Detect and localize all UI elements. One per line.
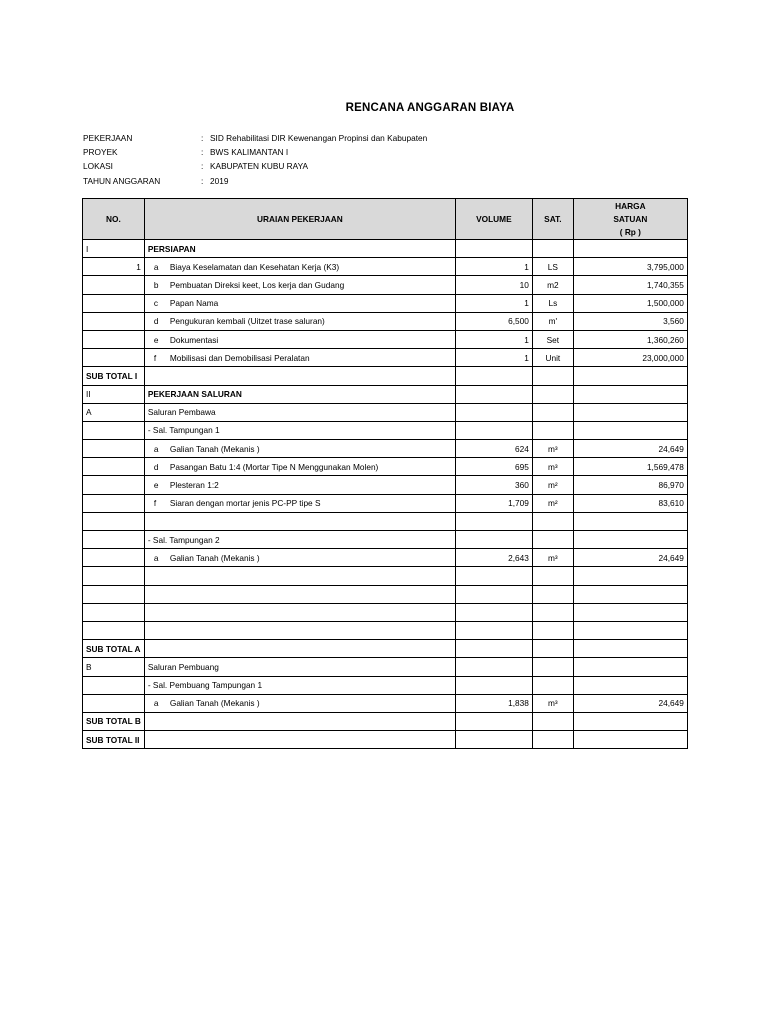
table-row <box>83 403 688 421</box>
cell-uraian <box>144 712 455 730</box>
cell-harga <box>573 512 687 530</box>
item-text: Galian Tanah (Mekanis ) <box>169 443 260 454</box>
cell-harga <box>573 567 687 585</box>
project-info <box>83 131 427 188</box>
header-volume: VOLUME <box>455 199 532 240</box>
item-letter: a <box>153 552 159 563</box>
cell-volume: 1 <box>455 294 532 312</box>
table-row <box>83 258 688 276</box>
table-row <box>83 276 688 294</box>
subtotal-label: SUB TOTAL II <box>83 731 145 749</box>
item-letter: a <box>153 443 159 454</box>
item-letter: d <box>153 461 159 472</box>
item-text: Pasangan Batu 1:4 (Mortar Tipe N Menggunakan Molen) <box>169 461 379 472</box>
cell-volume <box>455 676 532 694</box>
cell-harga: 86,970 <box>573 476 687 494</box>
cell-volume <box>455 585 532 603</box>
cell-harga: 1,569,478 <box>573 458 687 476</box>
header-no: NO. <box>83 199 145 240</box>
cell-no <box>83 276 145 294</box>
subtotal-label: SUB TOTAL B <box>83 712 145 730</box>
cell-volume <box>455 403 532 421</box>
table-row <box>83 421 688 439</box>
cell-harga <box>573 403 687 421</box>
cell-sat <box>532 567 573 585</box>
item-text: Galian Tanah (Mekanis ) <box>169 552 260 563</box>
item-text: Mobilisasi dan Demobilisasi Peralatan <box>169 352 310 363</box>
item-letter: b <box>153 279 159 290</box>
empty-row <box>83 512 688 530</box>
cell-volume: 10 <box>455 276 532 294</box>
cell-uraian: Saluran Pembuang <box>144 658 455 676</box>
info-label: PEKERJAAN <box>83 133 133 144</box>
item-letter: e <box>153 334 159 345</box>
cell-uraian <box>144 549 455 567</box>
cell-volume <box>455 712 532 730</box>
cell-sat: LS <box>532 258 573 276</box>
cell-no <box>83 440 145 458</box>
cell-harga <box>573 367 687 385</box>
subtotal-label: SUB TOTAL A <box>83 640 145 658</box>
cell-uraian <box>144 476 455 494</box>
cell-uraian <box>144 258 455 276</box>
table-row <box>83 440 688 458</box>
table-row <box>83 312 688 330</box>
cell-sat: Unit <box>532 349 573 367</box>
table-row <box>83 658 688 676</box>
cell-uraian <box>144 458 455 476</box>
cell-harga <box>573 240 687 258</box>
budget-table <box>82 198 688 749</box>
cell-no <box>83 567 145 585</box>
cell-sat: Ls <box>532 294 573 312</box>
cell-sat <box>532 585 573 603</box>
cell-volume: 360 <box>455 476 532 494</box>
cell-no <box>83 531 145 549</box>
cell-sat <box>532 367 573 385</box>
header-harga-line: ( Rp ) <box>619 226 641 237</box>
info-value: KABUPATEN KUBU RAYA <box>210 161 309 172</box>
cell-harga <box>573 621 687 639</box>
empty-row <box>83 567 688 585</box>
cell-volume <box>455 658 532 676</box>
cell-uraian <box>144 494 455 512</box>
item-text: Pengukuran kembali (Uitzet trase saluran) <box>169 316 325 327</box>
cell-uraian: - Sal. Tampungan 1 <box>144 421 455 439</box>
cell-no <box>83 294 145 312</box>
cell-volume <box>455 512 532 530</box>
table-row <box>83 694 688 712</box>
cell-uraian <box>144 312 455 330</box>
cell-volume: 1 <box>455 349 532 367</box>
cell-harga: 3,795,000 <box>573 258 687 276</box>
item-text: Galian Tanah (Mekanis ) <box>169 698 260 709</box>
item-letter: a <box>153 698 159 709</box>
cell-harga <box>573 676 687 694</box>
cell-uraian <box>144 330 455 348</box>
cell-harga <box>573 421 687 439</box>
cell-no <box>83 676 145 694</box>
item-text: Plesteran 1:2 <box>169 480 219 491</box>
cell-sat <box>532 603 573 621</box>
cell-uraian <box>144 694 455 712</box>
info-label: PROYEK <box>83 147 118 158</box>
cell-harga <box>573 731 687 749</box>
header-harga-line: HARGA <box>615 200 646 211</box>
table-row <box>83 330 688 348</box>
info-colon: : <box>201 175 204 186</box>
cell-volume: 695 <box>455 458 532 476</box>
cell-uraian <box>144 276 455 294</box>
cell-volume: 1,709 <box>455 494 532 512</box>
item-text: Papan Nama <box>169 298 219 309</box>
cell-harga: 1,360,260 <box>573 330 687 348</box>
header-harga-line: SATUAN <box>613 213 648 224</box>
cell-sat: m2 <box>532 276 573 294</box>
cell-sat <box>532 731 573 749</box>
cell-harga <box>573 712 687 730</box>
cell-sat <box>532 621 573 639</box>
cell-harga <box>573 385 687 403</box>
cell-uraian: PERSIAPAN <box>144 240 455 258</box>
cell-no <box>83 694 145 712</box>
cell-sat: m² <box>532 494 573 512</box>
cell-uraian <box>144 603 455 621</box>
table-row <box>83 531 688 549</box>
info-colon: : <box>201 147 204 158</box>
subtotal-row <box>83 367 688 385</box>
table-row <box>83 385 688 403</box>
info-row-lokasi <box>83 159 427 173</box>
cell-sat <box>532 640 573 658</box>
table-row <box>83 240 688 258</box>
cell-volume <box>455 603 532 621</box>
cell-uraian <box>144 440 455 458</box>
cell-sat <box>532 676 573 694</box>
cell-no <box>83 585 145 603</box>
cell-volume <box>455 421 532 439</box>
table-row <box>83 494 688 512</box>
cell-sat: m' <box>532 312 573 330</box>
item-letter: c <box>153 298 159 309</box>
empty-row <box>83 603 688 621</box>
cell-harga: 83,610 <box>573 494 687 512</box>
info-label: TAHUN ANGGARAN <box>83 175 161 186</box>
cell-volume <box>455 567 532 585</box>
header-sat: SAT. <box>532 199 573 240</box>
cell-sat: m² <box>532 476 573 494</box>
cell-no: I <box>83 240 145 258</box>
table-row <box>83 676 688 694</box>
info-row-pekerjaan <box>83 131 427 145</box>
cell-harga: 1,500,000 <box>573 294 687 312</box>
cell-volume: 624 <box>455 440 532 458</box>
item-letter: d <box>153 316 159 327</box>
header-uraian: URAIAN PEKERJAAN <box>144 199 455 240</box>
cell-sat: m³ <box>532 458 573 476</box>
cell-no <box>83 494 145 512</box>
cell-harga <box>573 640 687 658</box>
empty-row <box>83 585 688 603</box>
cell-no <box>83 458 145 476</box>
subtotal-label: SUB TOTAL I <box>83 367 145 385</box>
cell-harga: 1,740,355 <box>573 276 687 294</box>
item-letter: a <box>153 261 159 272</box>
cell-volume <box>455 240 532 258</box>
table-row <box>83 294 688 312</box>
cell-no: A <box>83 403 145 421</box>
table-header-row <box>83 199 688 240</box>
cell-sat <box>532 658 573 676</box>
cell-volume <box>455 385 532 403</box>
cell-harga: 3,560 <box>573 312 687 330</box>
subtotal-row <box>83 731 688 749</box>
info-colon: : <box>201 133 204 144</box>
cell-no: II <box>83 385 145 403</box>
info-value: 2019 <box>210 175 229 186</box>
table-row <box>83 458 688 476</box>
item-text: Dokumentasi <box>169 334 219 345</box>
table-row <box>83 349 688 367</box>
cell-sat: m³ <box>532 549 573 567</box>
item-letter: f <box>153 352 157 363</box>
cell-no <box>83 349 145 367</box>
page-title: RENCANA ANGGARAN BIAYA <box>345 102 515 114</box>
cell-no: B <box>83 658 145 676</box>
cell-uraian <box>144 294 455 312</box>
cell-no <box>83 421 145 439</box>
cell-sat <box>532 403 573 421</box>
cell-no <box>83 603 145 621</box>
cell-no <box>83 621 145 639</box>
cell-uraian: Saluran Pembawa <box>144 403 455 421</box>
cell-volume <box>455 640 532 658</box>
item-letter: e <box>153 480 159 491</box>
item-text: Siaran dengan mortar jenis PC-PP tipe S <box>169 498 321 509</box>
cell-harga: 24,649 <box>573 549 687 567</box>
cell-no <box>83 476 145 494</box>
cell-no <box>83 330 145 348</box>
cell-uraian <box>144 512 455 530</box>
cell-volume: 1 <box>455 330 532 348</box>
cell-uraian: PEKERJAAN SALURAN <box>144 385 455 403</box>
cell-volume: 1,838 <box>455 694 532 712</box>
cell-uraian: - Sal. Pembuang Tampungan 1 <box>144 676 455 694</box>
cell-sat <box>532 712 573 730</box>
empty-row <box>83 621 688 639</box>
cell-volume: 2,643 <box>455 549 532 567</box>
cell-harga: 23,000,000 <box>573 349 687 367</box>
cell-uraian <box>144 731 455 749</box>
info-value: SID Rehabilitasi DIR Kewenangan Propinsi dan Kabupaten <box>210 133 428 144</box>
cell-volume: 1 <box>455 258 532 276</box>
cell-harga <box>573 585 687 603</box>
cell-harga: 24,649 <box>573 440 687 458</box>
cell-harga <box>573 531 687 549</box>
cell-uraian <box>144 621 455 639</box>
info-label: LOKASI <box>83 161 113 172</box>
cell-volume <box>455 621 532 639</box>
cell-volume <box>455 531 532 549</box>
cell-uraian <box>144 567 455 585</box>
cell-volume: 6,500 <box>455 312 532 330</box>
cell-uraian <box>144 585 455 603</box>
cell-harga: 24,649 <box>573 694 687 712</box>
info-value: BWS KALIMANTAN I <box>210 147 289 158</box>
table-row <box>83 476 688 494</box>
subtotal-row <box>83 640 688 658</box>
cell-volume <box>455 367 532 385</box>
cell-uraian <box>144 640 455 658</box>
cell-no <box>83 512 145 530</box>
cell-sat <box>532 512 573 530</box>
info-row-tahun-anggaran <box>83 174 427 188</box>
header-harga <box>573 199 687 240</box>
item-text: Biaya Keselamatan dan Kesehatan Kerja (K3) <box>169 261 340 272</box>
cell-sat: m³ <box>532 694 573 712</box>
subtotal-row <box>83 712 688 730</box>
cell-no: 1 <box>83 258 145 276</box>
cell-uraian <box>144 349 455 367</box>
table-row <box>83 549 688 567</box>
cell-uraian <box>144 367 455 385</box>
cell-no <box>83 549 145 567</box>
cell-uraian: - Sal. Tampungan 2 <box>144 531 455 549</box>
item-letter: f <box>153 498 157 509</box>
cell-sat: Set <box>532 330 573 348</box>
cell-harga <box>573 658 687 676</box>
cell-sat <box>532 531 573 549</box>
cell-sat <box>532 240 573 258</box>
info-row-proyek <box>83 145 427 159</box>
item-text: Pembuatan Direksi keet, Los kerja dan Gudang <box>169 279 345 290</box>
cell-sat: m³ <box>532 440 573 458</box>
cell-sat <box>532 421 573 439</box>
cell-no <box>83 312 145 330</box>
info-colon: : <box>201 161 204 172</box>
cell-volume <box>455 731 532 749</box>
cell-harga <box>573 603 687 621</box>
cell-sat <box>532 385 573 403</box>
